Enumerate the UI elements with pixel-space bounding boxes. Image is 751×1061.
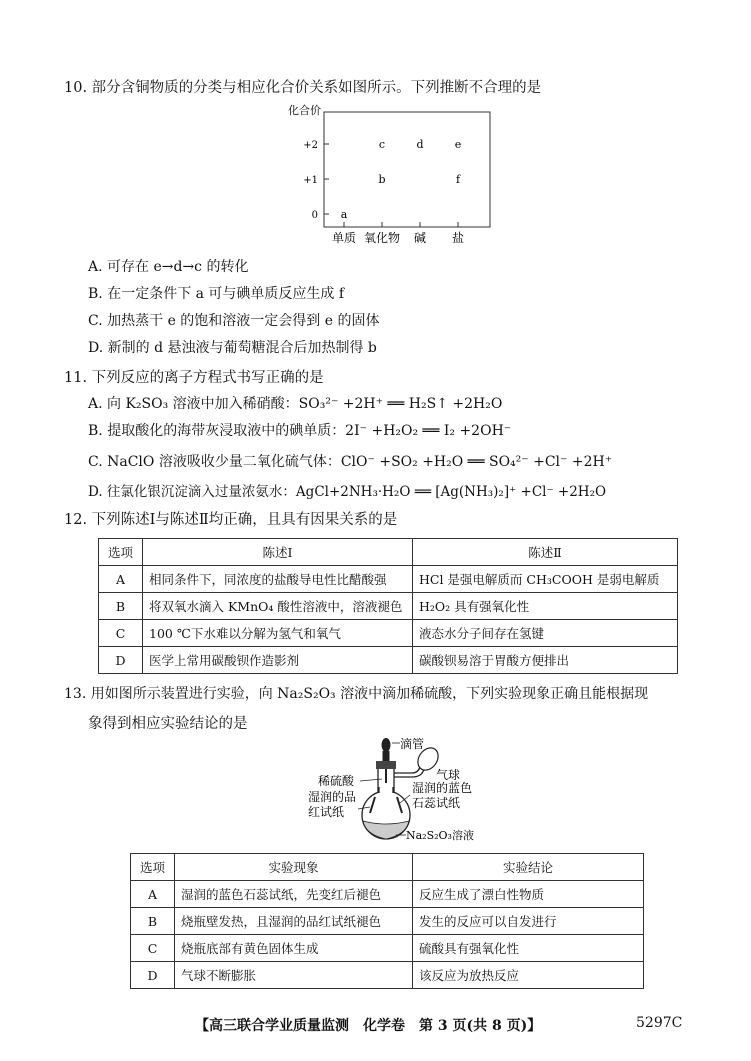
q11-option-a: A. 向 K₂SO₃ 溶液中加入稀硝酸：SO₃²⁻ +2H⁺ ══ H₂S↑ +2H₂O <box>88 396 503 412</box>
q10-stem: 10. 部分含铜物质的分类与相应化合价关系如图所示。下列推断不合理的是 <box>64 80 542 96</box>
chart-plot-area <box>324 112 490 227</box>
chart-point-d: d <box>416 138 424 151</box>
q13-stem-line1: 13. 用如图所示装置进行实验，向 Na₂S₂O₃ 溶液中滴加稀硫酸，下列实验现象正确且能根据现 <box>64 686 649 702</box>
label-blue-paper-2: 石蕊试纸 <box>412 796 461 810</box>
phenomenon-cell: 烧瓶壁发热，且湿润的品红试纸褪色 <box>175 908 413 935</box>
table-row <box>99 647 678 674</box>
x-tick-label: 单质 <box>331 231 357 245</box>
conclusion-cell: 反应生成了漂白性物质 <box>413 881 644 908</box>
conclusion-cell: 硫酸具有强氧化性 <box>413 935 644 962</box>
label-blue-paper-1: 湿润的蓝色 <box>412 781 473 795</box>
table-row <box>131 962 644 989</box>
statement-1-cell: 医学上常用碳酸钡作造影剂 <box>143 647 413 674</box>
q11-option-c: C. NaClO 溶液吸收少量二氧化硫气体：ClO⁻ +SO₂ +H₂O ══ SO₄²⁻ +Cl⁻ +2H⁺ <box>88 454 613 470</box>
label-red-paper-1: 湿润的品 <box>308 790 357 804</box>
chart-point-e: e <box>454 138 462 151</box>
chart-ylabel: 化合价 <box>288 104 321 117</box>
table-row <box>99 620 678 647</box>
table-row <box>131 935 644 962</box>
table-row <box>131 908 644 935</box>
header-cell: 实验现象 <box>175 854 413 881</box>
label-solution: Na₂S₂O₃溶液 <box>406 829 474 842</box>
chart-points <box>341 138 462 221</box>
statement-1-cell: 将双氧水滴入 KMnO₄ 酸性溶液中，溶液褪色 <box>143 593 413 620</box>
option-cell: B <box>99 593 143 620</box>
y-tick-label: 0 <box>311 210 318 221</box>
label-red-paper-2: 红试纸 <box>308 805 345 819</box>
y-tick-label: +2 <box>303 140 318 151</box>
table-row <box>99 566 678 593</box>
q10-option-b: B. 在一定条件下 a 可与碘单质反应生成 f <box>88 286 345 302</box>
q13-apparatus-figure <box>300 735 490 845</box>
statement-2-cell: 碳酸钡易溶于胃酸方便排出 <box>413 647 678 674</box>
chart-x-ticks <box>332 222 464 245</box>
dropper-icon <box>382 738 391 783</box>
label-acid: 稀硫酸 <box>318 774 355 788</box>
statement-2-cell: HCl 是强电解质而 CH₃COOH 是弱电解质 <box>413 566 678 593</box>
footer-title: 【高三联合学业质量监测 化学卷 第 3 页(共 8 页)】 <box>195 1018 542 1034</box>
solution-icon <box>363 821 409 839</box>
q13-stem-line2: 象得到相应实验结论的是 <box>88 716 248 732</box>
q10-option-a: A. 可存在 e→d→c 的转化 <box>88 259 249 275</box>
option-cell: A <box>131 881 175 908</box>
x-tick-label: 氧化物 <box>363 231 401 245</box>
q10-option-d: D. 新制的 d 悬浊液与葡萄糖混合后加热制得 b <box>88 340 377 356</box>
chart-y-ticks <box>303 140 329 221</box>
table-header-row <box>131 854 644 881</box>
phenomenon-cell: 气球不断膨胀 <box>175 962 413 989</box>
option-cell: D <box>99 647 143 674</box>
header-cell: 选项 <box>131 854 175 881</box>
option-cell: C <box>131 935 175 962</box>
chart-point-f: f <box>455 173 461 186</box>
table-row <box>99 593 678 620</box>
q10-option-c: C. 加热蒸干 e 的饱和溶液一定会得到 e 的固体 <box>88 313 380 329</box>
statement-2-cell: 液态水分子间存在氢键 <box>413 620 678 647</box>
footer-code: 5297C <box>636 1015 683 1031</box>
stopper-icon <box>376 761 396 769</box>
q11-option-d: D. 往氯化银沉淀滴入过量浓氨水：AgCl+2NH₃·H₂O ══ [Ag(NH₃)₂]⁺ +Cl⁻ +2H₂O <box>88 484 607 500</box>
conclusion-cell: 发生的反应可以自发进行 <box>413 908 644 935</box>
statement-1-cell: 100 ℃下水难以分解为氢气和氧气 <box>143 620 413 647</box>
q12-stem: 12. 下列陈述Ⅰ与陈述Ⅱ均正确，且具有因果关系的是 <box>64 512 398 528</box>
header-cell: 陈述Ⅱ <box>413 539 678 566</box>
header-cell: 陈述Ⅰ <box>143 539 413 566</box>
statement-2-cell: H₂O₂ 具有强氧化性 <box>413 593 678 620</box>
chart-point-b: b <box>378 173 386 186</box>
q10-valence-chart <box>278 102 508 247</box>
q13-table <box>130 853 644 989</box>
chart-point-a: a <box>340 208 348 221</box>
x-tick-label: 碱 <box>413 231 427 245</box>
label-dropper: 滴管 <box>400 737 425 751</box>
option-cell: A <box>99 566 143 593</box>
phenomenon-cell: 烧瓶底部有黄色固体生成 <box>175 935 413 962</box>
chart-point-c: c <box>378 138 386 151</box>
q12-table <box>98 538 678 674</box>
table-row <box>131 881 644 908</box>
x-tick-label: 盐 <box>451 231 465 245</box>
q11-option-b: B. 提取酸化的海带灰浸取液中的碘单质：2I⁻ +H₂O₂ ══ I₂ +2OH⁻ <box>88 423 512 439</box>
table-header-row <box>99 539 678 566</box>
q11-stem: 11. 下列反应的离子方程式书写正确的是 <box>64 370 324 386</box>
option-cell: C <box>99 620 143 647</box>
header-cell: 选项 <box>99 539 143 566</box>
phenomenon-cell: 湿润的蓝色石蕊试纸，先变红后褪色 <box>175 881 413 908</box>
option-cell: D <box>131 962 175 989</box>
y-tick-label: +1 <box>303 175 318 186</box>
statement-1-cell: 相同条件下，同浓度的盐酸导电性比醋酸强 <box>143 566 413 593</box>
header-cell: 实验结论 <box>413 854 644 881</box>
conclusion-cell: 该反应为放热反应 <box>413 962 644 989</box>
option-cell: B <box>131 908 175 935</box>
label-balloon: 气球 <box>436 768 461 782</box>
